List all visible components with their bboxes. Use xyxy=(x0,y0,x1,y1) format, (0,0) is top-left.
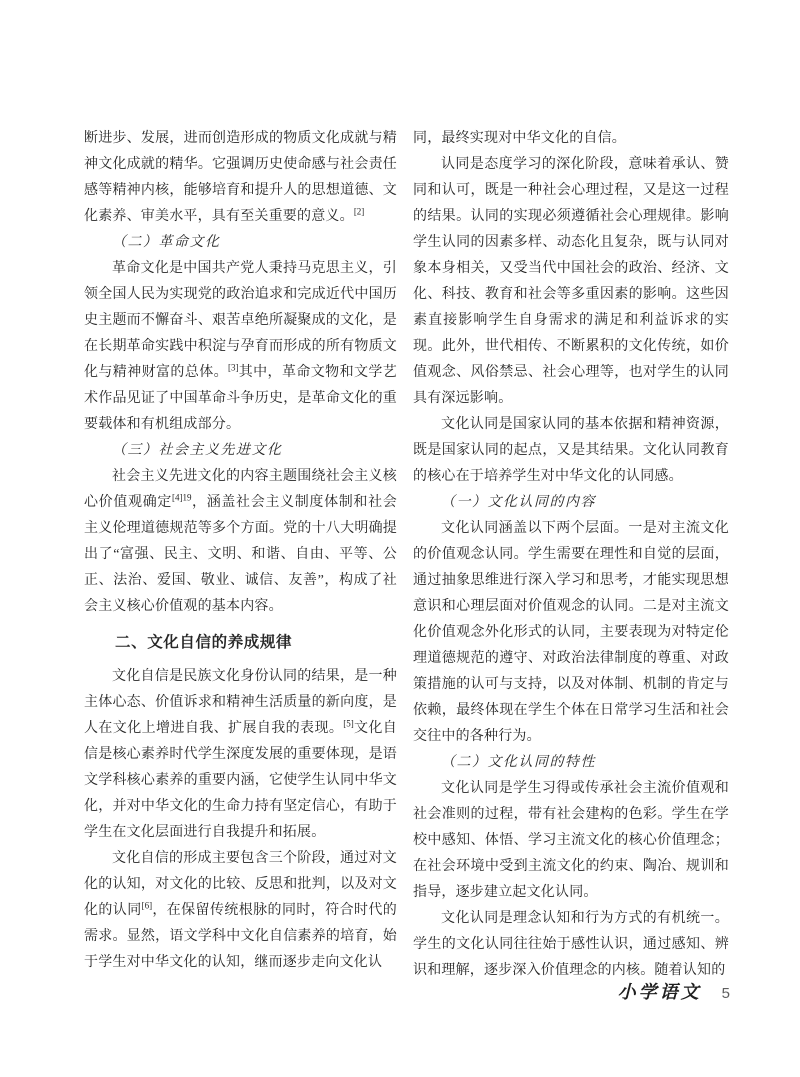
paragraph: 文化认同是学生习得或传承社会主流价值观和社会准则的过程，带有社会建构的色彩。学生在学校中感知、体悟、学习主流文化的核心价值理念；在社会环境中受到主流文化的约束、陶冶、规训和指导，逐步建立起文化认同。 xyxy=(413,781,729,900)
paragraph: 断进步、发展，进而创造形成的物质文化成就与精神文化成就的精华。它强调历史使命感与社会责任感等精神内核，能够培育和提升人的思想道德、文化素养、审美水平，具有至关重要的意义。[2] xyxy=(84,131,397,224)
citation-superscript: [3] xyxy=(228,362,239,373)
paragraph: 文化自信的形成主要包含三个阶段，通过对文化的认知，对文化的比较、反思和批判，以及对文化的认同[6]，在保留传统根脉的同时，符合时代的需求。显然，语文学科中文化自信素养的培育，始于学生对中华文化的认知，继而逐步走向文化认 xyxy=(84,851,397,970)
citation-superscript: [6] xyxy=(141,900,153,911)
left-text-column xyxy=(84,126,397,976)
citation-superscript: [5] xyxy=(343,718,354,729)
sub-heading: （一）文化认同的内容 xyxy=(441,495,596,510)
sub-heading: （二）革命文化 xyxy=(112,235,221,250)
paragraph: 文化认同涵盖以下两个层面。一是对主流文化的价值观念认同。学生需要在理性和自觉的层面，通过抽象思维进行深入学习和思考，才能实现思想意识和心理层面对价值观念的认同。二是对主流文化价值观念外化形式的认同，主要表现为对特定伦理道德规范的遵守、对政治法律制度的尊重、对政策措施的认可与支持，以及对体制、机制的肯定与依赖，最终体现在学生个体在日常学习生活和社会交往中的各种行为。 xyxy=(413,521,729,744)
page-footer xyxy=(0,978,730,1004)
paragraph: 社会主义先进文化的内容主题围绕社会主义核心价值观确定$^{[4]19}$，涵盖社会主义制度体制和社会主义伦理道德规范等多个方面。党的十八大明确提出了“富强、民主、文明、和谐、自由、平等、公正、法治、爱国、敬业、诚信、友善”，构成了社会主义核心价值观的基本内容。 xyxy=(84,469,397,614)
citation-superscript: [4]19 xyxy=(172,492,192,503)
paragraph: 文化自信是民族文化身份认同的结果，是一种主体心态、价值诉求和精神生活质量的新向度，是人在文化上增进自我、扩展自我的表现。[5]文化自信是核心素养时代学生深度发展的重要体现，是语文学科核心素养的重要内涵，它使学生认同中华文化，并对中华文化的生命力持有坚定信心，有助于学生在文化层面进行自我提升和拓展。 xyxy=(84,669,397,840)
paragraph: 认同是态度学习的深化阶段，意味着承认、赞同和认可，既是一种社会心理过程，又是这一过程的结果。认同的实现必须遵循社会心理规律。影响学生认同的因素多样、动态化且复杂，既与认同对象本身相关，又受当代中国社会的政治、经济、文化、科技、教育和社会等多重因素的影响。这些因素直接影响学生自身需求的满足和利益诉求的实现。此外，世代相传、不断累积的文化传统，如价值观念、风俗禁忌、社会心理等，也对学生的认同具有深远影响。 xyxy=(413,157,729,406)
page-number: 5 xyxy=(721,985,730,1002)
paragraph: 文化认同是理念认知和行为方式的有机统一。学生的文化认同往往始于感性认识，通过感知、辨识和理解，逐步深入价值理念的内核。随着认知的 xyxy=(413,911,729,978)
paragraph: 文化认同是国家认同的基本依据和精神资源，既是国家认同的起点，又是其结果。文化认同教育的核心在于培养学生对中华文化的认同感。 xyxy=(413,417,729,484)
section-heading: 二、文化自信的养成规律 xyxy=(115,634,293,651)
paragraph: 革命文化是中国共产党人秉持马克思主义，引领全国人民为实现党的政治追求和完成近代中国历史主题而不懈奋斗、艰苦卓绝所凝聚成的文化，是在长期革命实践中积淀与孕育而形成的所有物质文化与精神财富的总体。[3]其中，革命文物和文学艺术作品见证了中国革命斗争历史，是革命文化的重要载体和有机组成部分。 xyxy=(84,261,397,432)
sub-heading: （三）社会主义先进文化 xyxy=(112,443,283,458)
journal-name: 小学语文 xyxy=(617,982,702,1003)
citation-superscript: [2] xyxy=(353,206,365,217)
paragraph: 同，最终实现对中华文化的自信。 xyxy=(413,131,626,146)
sub-heading: （二）文化认同的特性 xyxy=(441,755,596,770)
right-text-column xyxy=(413,126,729,984)
